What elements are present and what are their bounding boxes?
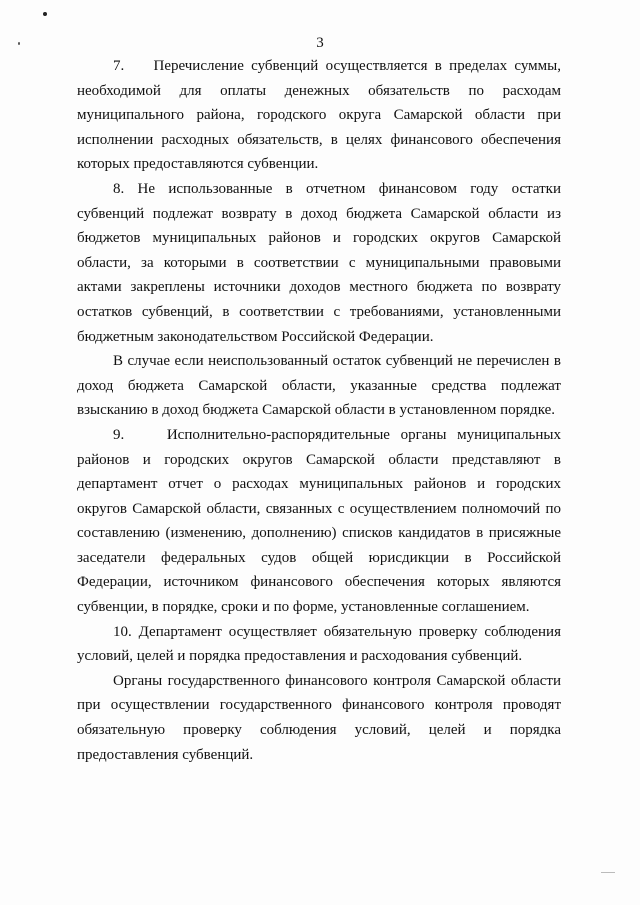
paragraph-financial-control: Органы государственного финансового контроля Самарской области при осуществлении государственного финансового контроля проводят обязательную проверку соблюдения условий, целей и порядка предоставления субвенций. [77, 672, 561, 763]
paragraph-recovery-of-funds: В случае если неиспользованный остаток субвенций не перечислен в доход бюджета Самарской области, указанные средства подлежат взысканию в доход бюджета Самарской области в установленном порядке. [77, 353, 561, 419]
document-body [77, 54, 561, 767]
paragraph-9-reporting: 9. Исполнительно-распорядительные органы муниципальных районов и городских округов Самарской области представляют в департамент отчет о расходах муниципальных районов и городских округов Самарской области, связанных с осуществлением полномочий по составлению (изменению, дополнению) списков кандидатов в присяжные заседатели федеральных судов общей юрисдикции в Российской Федерации, источником финансового обеспечения которых являются субвенции, в порядке, сроки и по форме, установленные соглашением. [77, 426, 561, 616]
scan-speck [43, 12, 47, 16]
paragraph-8-return-of-unused-balances: 8. Не использованные в отчетном финансовом году остатки субвенций подлежат возврату в доход бюджета Самарской области из бюджетов муниципальных районов и городских округов Самарской области, за которыми в соответствии с муниципальными правовыми актами закреплены источники доходов местного бюджета по возврату остатков субвенций, в соответствии с требованиями, установленными бюджетным законодательством Российской Федерации. [77, 180, 561, 345]
paragraph-10-compliance-check: 10. Департамент осуществляет обязательную проверку соблюдения условий, целей и порядка предоставления и расходования субвенций. [77, 623, 561, 665]
page-number: 3 [316, 35, 324, 51]
paragraph-7-transfer-of-subventions: 7. Перечисление субвенций осуществляется в пределах суммы, необходимой для оплаты денежных обязательств по расходам муниципального района, городского округа Самарской области при исполнении расходных обязательств, в целях финансового обеспечения которых предоставляются субвенции. [77, 58, 561, 173]
scan-speck [601, 872, 615, 873]
